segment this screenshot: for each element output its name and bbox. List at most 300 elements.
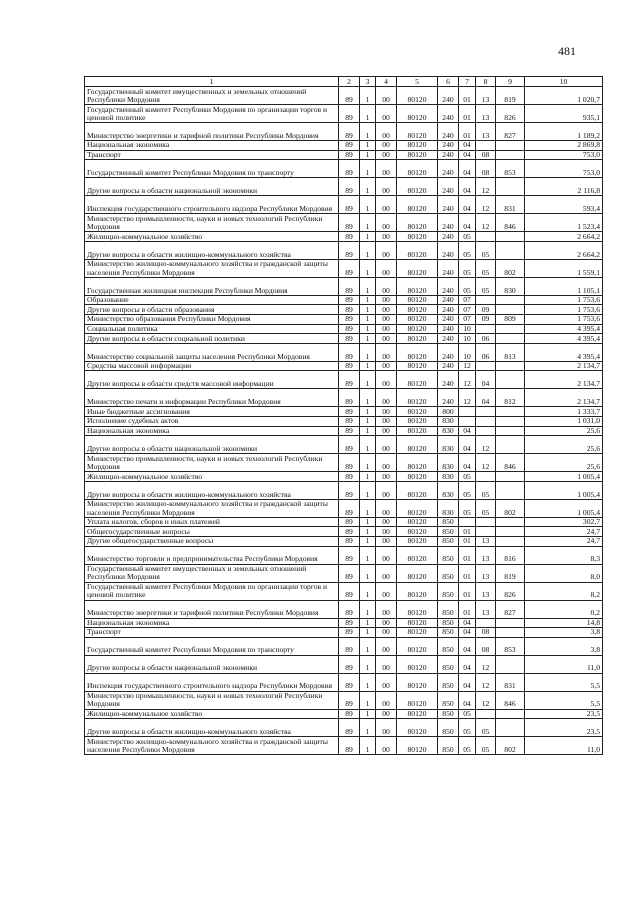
- cell-col-6: 240: [438, 277, 459, 295]
- cell-col-2: 89: [339, 709, 360, 719]
- cell-col-9: 819: [496, 87, 525, 105]
- table-row: [85, 150, 603, 160]
- cell-col-3: 1: [360, 499, 376, 517]
- cell-col-9: [496, 628, 525, 638]
- cell-col-5: 80120: [397, 709, 438, 719]
- cell-col-10: 2 134,7: [525, 361, 603, 371]
- cell-col-4: 00: [376, 527, 397, 537]
- row-name-cell: Государственный комитет имущественных и земельных отношений Республики Мордовия: [85, 87, 339, 105]
- cell-col-10: 1 005,4: [525, 472, 603, 482]
- cell-col-4: 00: [376, 214, 397, 232]
- cell-col-8: [476, 232, 496, 242]
- cell-col-10: 1 559,1: [525, 259, 603, 277]
- row-name-cell: Министерство промышленности, науки и новых технологий Республики Мордовия: [85, 454, 339, 472]
- cell-col-4: 00: [376, 305, 397, 315]
- cell-col-6: 240: [438, 389, 459, 407]
- cell-col-5: 80120: [397, 105, 438, 123]
- cell-col-8: 13: [476, 123, 496, 141]
- cell-col-9: [496, 361, 525, 371]
- cell-col-8: 12: [476, 214, 496, 232]
- row-name-cell: Национальная экономика: [85, 618, 339, 628]
- cell-col-2: 89: [339, 371, 360, 389]
- table-row: [85, 600, 603, 618]
- cell-col-4: 00: [376, 600, 397, 618]
- cell-col-10: 1 020,7: [525, 87, 603, 105]
- cell-col-8: 05: [476, 737, 496, 755]
- column-header: 7: [459, 77, 476, 87]
- cell-col-6: 830: [438, 436, 459, 454]
- cell-col-9: [496, 241, 525, 259]
- cell-col-10: 25,6: [525, 436, 603, 454]
- cell-col-3: 1: [360, 546, 376, 564]
- cell-col-10: 8,2: [525, 582, 603, 600]
- cell-col-7: 12: [459, 371, 476, 389]
- cell-col-9: 802: [496, 499, 525, 517]
- cell-col-2: 89: [339, 334, 360, 344]
- cell-col-9: [496, 472, 525, 482]
- cell-col-4: 00: [376, 343, 397, 361]
- cell-col-10: 2 664,2: [525, 241, 603, 259]
- table-row: [85, 324, 603, 334]
- cell-col-4: 00: [376, 371, 397, 389]
- cell-col-9: 846: [496, 454, 525, 472]
- row-name-cell: Национальная экономика: [85, 141, 339, 151]
- table-row: [85, 536, 603, 546]
- cell-col-8: [476, 426, 496, 436]
- cell-col-8: 13: [476, 536, 496, 546]
- cell-col-4: 00: [376, 719, 397, 737]
- cell-col-3: 1: [360, 389, 376, 407]
- table-row: [85, 123, 603, 141]
- cell-col-3: 1: [360, 618, 376, 628]
- cell-col-10: 4 395,4: [525, 334, 603, 344]
- cell-col-5: 80120: [397, 546, 438, 564]
- row-name-cell: Министерство образования Республики Мордовия: [85, 314, 339, 324]
- cell-col-6: 850: [438, 517, 459, 527]
- cell-col-7: 01: [459, 527, 476, 537]
- cell-col-8: 04: [476, 371, 496, 389]
- cell-col-2: 89: [339, 123, 360, 141]
- row-name-cell: Другие вопросы в области национальной экономики: [85, 436, 339, 454]
- cell-col-2: 89: [339, 343, 360, 361]
- cell-col-2: 89: [339, 655, 360, 673]
- cell-col-10: 935,1: [525, 105, 603, 123]
- cell-col-5: 80120: [397, 436, 438, 454]
- cell-col-6: 240: [438, 214, 459, 232]
- cell-col-5: 80120: [397, 407, 438, 417]
- column-header: 1: [85, 77, 339, 87]
- cell-col-9: [496, 416, 525, 426]
- column-header: 5: [397, 77, 438, 87]
- row-name-cell: Общегосударственные вопросы: [85, 527, 339, 537]
- cell-col-3: 1: [360, 371, 376, 389]
- cell-col-9: [496, 618, 525, 628]
- page-number: 481: [558, 44, 576, 58]
- cell-col-2: 89: [339, 582, 360, 600]
- cell-col-2: 89: [339, 361, 360, 371]
- table-row: [85, 232, 603, 242]
- cell-col-5: 80120: [397, 314, 438, 324]
- cell-col-7: 04: [459, 691, 476, 709]
- cell-col-3: 1: [360, 637, 376, 655]
- table-row: [85, 673, 603, 691]
- cell-col-4: 00: [376, 454, 397, 472]
- cell-col-4: 00: [376, 564, 397, 582]
- cell-col-6: 850: [438, 600, 459, 618]
- cell-col-6: 240: [438, 150, 459, 160]
- cell-col-6: 240: [438, 232, 459, 242]
- cell-col-10: 2 134,7: [525, 389, 603, 407]
- cell-col-7: 04: [459, 618, 476, 628]
- cell-col-6: 240: [438, 343, 459, 361]
- cell-col-4: 00: [376, 655, 397, 673]
- cell-col-10: 1 333,7: [525, 407, 603, 417]
- cell-col-4: 00: [376, 737, 397, 755]
- cell-col-2: 89: [339, 105, 360, 123]
- table-row: [85, 241, 603, 259]
- cell-col-3: 1: [360, 241, 376, 259]
- cell-col-3: 1: [360, 719, 376, 737]
- table-row: [85, 334, 603, 344]
- cell-col-6: 240: [438, 87, 459, 105]
- cell-col-3: 1: [360, 160, 376, 178]
- cell-col-5: 80120: [397, 87, 438, 105]
- cell-col-4: 00: [376, 709, 397, 719]
- cell-col-7: 01: [459, 87, 476, 105]
- row-name-cell: Транспорт: [85, 150, 339, 160]
- cell-col-4: 00: [376, 691, 397, 709]
- cell-col-6: 830: [438, 499, 459, 517]
- cell-col-2: 89: [339, 141, 360, 151]
- cell-col-8: 09: [476, 305, 496, 315]
- cell-col-4: 00: [376, 277, 397, 295]
- cell-col-4: 00: [376, 160, 397, 178]
- cell-col-8: 12: [476, 655, 496, 673]
- row-name-cell: Государственная жилищная инспекция Республики Мордовия: [85, 277, 339, 295]
- table-body: [85, 87, 603, 755]
- cell-col-7: 04: [459, 214, 476, 232]
- cell-col-10: 1 005,4: [525, 481, 603, 499]
- row-name-cell: Министерство жилищно-коммунального хозяйства и гражданской защиты населения Республики Мордовия: [85, 259, 339, 277]
- cell-col-5: 80120: [397, 517, 438, 527]
- cell-col-6: 240: [438, 141, 459, 151]
- cell-col-3: 1: [360, 737, 376, 755]
- cell-col-9: 812: [496, 389, 525, 407]
- cell-col-3: 1: [360, 214, 376, 232]
- cell-col-3: 1: [360, 196, 376, 214]
- cell-col-8: 13: [476, 600, 496, 618]
- cell-col-2: 89: [339, 314, 360, 324]
- cell-col-2: 89: [339, 481, 360, 499]
- cell-col-7: [459, 416, 476, 426]
- table-row: [85, 277, 603, 295]
- cell-col-9: 802: [496, 737, 525, 755]
- cell-col-5: 80120: [397, 737, 438, 755]
- row-name-cell: Министерство торговли и предпринимательства Республики Мордовия: [85, 546, 339, 564]
- cell-col-9: [496, 150, 525, 160]
- cell-col-8: [476, 527, 496, 537]
- row-name-cell: Министерство печати и информации Республики Мордовия: [85, 389, 339, 407]
- cell-col-6: 240: [438, 259, 459, 277]
- cell-col-9: [496, 407, 525, 417]
- cell-col-8: [476, 709, 496, 719]
- cell-col-4: 00: [376, 196, 397, 214]
- cell-col-5: 80120: [397, 416, 438, 426]
- cell-col-8: 08: [476, 628, 496, 638]
- table-row: [85, 637, 603, 655]
- table-row: [85, 546, 603, 564]
- cell-col-3: 1: [360, 324, 376, 334]
- table-row: [85, 436, 603, 454]
- cell-col-9: 826: [496, 582, 525, 600]
- cell-col-8: 05: [476, 719, 496, 737]
- cell-col-4: 00: [376, 87, 397, 105]
- cell-col-8: 12: [476, 454, 496, 472]
- cell-col-6: 240: [438, 305, 459, 315]
- cell-col-9: [496, 334, 525, 344]
- cell-col-7: 01: [459, 536, 476, 546]
- cell-col-7: 05: [459, 232, 476, 242]
- cell-col-6: 240: [438, 178, 459, 196]
- cell-col-6: 850: [438, 582, 459, 600]
- cell-col-3: 1: [360, 314, 376, 324]
- cell-col-4: 00: [376, 628, 397, 638]
- cell-col-5: 80120: [397, 160, 438, 178]
- cell-col-10: 14,8: [525, 618, 603, 628]
- column-header: 3: [360, 77, 376, 87]
- row-name-cell: Образование: [85, 295, 339, 305]
- cell-col-8: 12: [476, 436, 496, 454]
- cell-col-2: 89: [339, 232, 360, 242]
- cell-col-9: [496, 178, 525, 196]
- row-name-cell: Инспекция государственного строительного надзора Республики Мордовия: [85, 673, 339, 691]
- row-name-cell: Жилищно-коммунальное хозяйство: [85, 472, 339, 482]
- cell-col-7: 05: [459, 241, 476, 259]
- cell-col-4: 00: [376, 361, 397, 371]
- cell-col-8: 13: [476, 105, 496, 123]
- cell-col-8: [476, 407, 496, 417]
- cell-col-8: 12: [476, 691, 496, 709]
- cell-col-2: 89: [339, 389, 360, 407]
- cell-col-8: [476, 141, 496, 151]
- row-name-cell: Другие общегосударственные вопросы: [85, 536, 339, 546]
- cell-col-4: 00: [376, 481, 397, 499]
- cell-col-6: 850: [438, 637, 459, 655]
- cell-col-10: 753,0: [525, 150, 603, 160]
- cell-col-2: 89: [339, 407, 360, 417]
- cell-col-5: 80120: [397, 673, 438, 691]
- row-name-cell: Другие вопросы в области национальной экономики: [85, 655, 339, 673]
- cell-col-9: 819: [496, 564, 525, 582]
- cell-col-4: 00: [376, 232, 397, 242]
- cell-col-3: 1: [360, 454, 376, 472]
- row-name-cell: Другие вопросы в области национальной экономики: [85, 178, 339, 196]
- cell-col-8: 06: [476, 334, 496, 344]
- cell-col-3: 1: [360, 305, 376, 315]
- cell-col-9: 813: [496, 343, 525, 361]
- cell-col-5: 80120: [397, 259, 438, 277]
- cell-col-3: 1: [360, 564, 376, 582]
- cell-col-3: 1: [360, 536, 376, 546]
- cell-col-6: 830: [438, 472, 459, 482]
- cell-col-4: 00: [376, 241, 397, 259]
- cell-col-7: 04: [459, 655, 476, 673]
- cell-col-10: 302,7: [525, 517, 603, 527]
- row-name-cell: Исполнение судебных актов: [85, 416, 339, 426]
- cell-col-5: 80120: [397, 454, 438, 472]
- cell-col-7: 05: [459, 481, 476, 499]
- cell-col-2: 89: [339, 527, 360, 537]
- cell-col-10: 1 753,6: [525, 305, 603, 315]
- cell-col-8: 05: [476, 259, 496, 277]
- cell-col-2: 89: [339, 178, 360, 196]
- cell-col-7: 04: [459, 436, 476, 454]
- cell-col-7: 12: [459, 361, 476, 371]
- cell-col-2: 89: [339, 324, 360, 334]
- cell-col-10: 1 523,4: [525, 214, 603, 232]
- cell-col-7: 01: [459, 600, 476, 618]
- cell-col-2: 89: [339, 517, 360, 527]
- cell-col-3: 1: [360, 277, 376, 295]
- column-header: 2: [339, 77, 360, 87]
- row-name-cell: Государственный комитет Республики Мордовия по транспорту: [85, 637, 339, 655]
- cell-col-2: 89: [339, 536, 360, 546]
- cell-col-3: 1: [360, 527, 376, 537]
- table-row: [85, 426, 603, 436]
- cell-col-8: 13: [476, 564, 496, 582]
- cell-col-2: 89: [339, 546, 360, 564]
- cell-col-4: 00: [376, 314, 397, 324]
- cell-col-2: 89: [339, 628, 360, 638]
- cell-col-7: 05: [459, 259, 476, 277]
- column-header: 6: [438, 77, 459, 87]
- row-name-cell: Другие вопросы в области жилищно-коммунального хозяйства: [85, 719, 339, 737]
- cell-col-10: 1 005,4: [525, 499, 603, 517]
- cell-col-10: 25,6: [525, 454, 603, 472]
- cell-col-4: 00: [376, 334, 397, 344]
- cell-col-7: 05: [459, 472, 476, 482]
- cell-col-5: 80120: [397, 334, 438, 344]
- cell-col-8: 09: [476, 314, 496, 324]
- cell-col-6: 830: [438, 426, 459, 436]
- cell-col-9: [496, 141, 525, 151]
- cell-col-5: 80120: [397, 637, 438, 655]
- cell-col-4: 00: [376, 407, 397, 417]
- row-name-cell: Государственный комитет Республики Мордовия по организации торгов и ценовой политике: [85, 105, 339, 123]
- cell-col-3: 1: [360, 343, 376, 361]
- cell-col-10: 1 189,2: [525, 123, 603, 141]
- table-header-row: [85, 77, 603, 87]
- cell-col-6: 240: [438, 361, 459, 371]
- cell-col-9: [496, 371, 525, 389]
- cell-col-5: 80120: [397, 719, 438, 737]
- cell-col-2: 89: [339, 416, 360, 426]
- cell-col-6: 240: [438, 371, 459, 389]
- cell-col-6: 240: [438, 196, 459, 214]
- cell-col-9: [496, 527, 525, 537]
- cell-col-3: 1: [360, 481, 376, 499]
- cell-col-2: 89: [339, 637, 360, 655]
- cell-col-9: [496, 305, 525, 315]
- cell-col-8: [476, 295, 496, 305]
- cell-col-6: 830: [438, 416, 459, 426]
- cell-col-6: 240: [438, 105, 459, 123]
- cell-col-3: 1: [360, 123, 376, 141]
- cell-col-7: [459, 517, 476, 527]
- cell-col-3: 1: [360, 259, 376, 277]
- cell-col-4: 00: [376, 389, 397, 407]
- cell-col-10: 753,0: [525, 160, 603, 178]
- cell-col-6: 240: [438, 123, 459, 141]
- table-row: [85, 160, 603, 178]
- cell-col-4: 00: [376, 517, 397, 527]
- cell-col-7: 07: [459, 295, 476, 305]
- cell-col-7: 04: [459, 426, 476, 436]
- cell-col-5: 80120: [397, 361, 438, 371]
- table-row: [85, 196, 603, 214]
- cell-col-3: 1: [360, 472, 376, 482]
- cell-col-4: 00: [376, 499, 397, 517]
- cell-col-9: [496, 719, 525, 737]
- cell-col-9: 831: [496, 673, 525, 691]
- cell-col-9: [496, 295, 525, 305]
- cell-col-5: 80120: [397, 536, 438, 546]
- cell-col-5: 80120: [397, 123, 438, 141]
- cell-col-6: 240: [438, 241, 459, 259]
- cell-col-2: 89: [339, 719, 360, 737]
- cell-col-4: 00: [376, 259, 397, 277]
- row-name-cell: Государственный комитет имущественных и земельных отношений Республики Мордовия: [85, 564, 339, 582]
- cell-col-5: 80120: [397, 481, 438, 499]
- cell-col-7: 05: [459, 719, 476, 737]
- cell-col-5: 80120: [397, 295, 438, 305]
- cell-col-5: 80120: [397, 564, 438, 582]
- cell-col-9: 827: [496, 600, 525, 618]
- cell-col-9: 853: [496, 160, 525, 178]
- column-header: 10: [525, 77, 603, 87]
- cell-col-9: 802: [496, 259, 525, 277]
- row-name-cell: Министерство социальной защиты населения Республики Мордовия: [85, 343, 339, 361]
- cell-col-6: 240: [438, 334, 459, 344]
- cell-col-2: 89: [339, 737, 360, 755]
- table-row: [85, 517, 603, 527]
- cell-col-10: 23,5: [525, 719, 603, 737]
- cell-col-3: 1: [360, 407, 376, 417]
- row-name-cell: Другие вопросы в области жилищно-коммунального хозяйства: [85, 481, 339, 499]
- table-row: [85, 719, 603, 737]
- cell-col-6: 240: [438, 295, 459, 305]
- cell-col-5: 80120: [397, 196, 438, 214]
- row-name-cell: Иные бюджетные ассигнования: [85, 407, 339, 417]
- cell-col-5: 80120: [397, 343, 438, 361]
- cell-col-6: 240: [438, 314, 459, 324]
- cell-col-7: 01: [459, 123, 476, 141]
- cell-col-3: 1: [360, 655, 376, 673]
- cell-col-5: 80120: [397, 241, 438, 259]
- cell-col-3: 1: [360, 691, 376, 709]
- cell-col-10: 8,0: [525, 564, 603, 582]
- row-name-cell: Социальная политика: [85, 324, 339, 334]
- table-row: [85, 618, 603, 628]
- row-name-cell: Национальная экономика: [85, 426, 339, 436]
- cell-col-2: 89: [339, 691, 360, 709]
- cell-col-2: 89: [339, 214, 360, 232]
- cell-col-3: 1: [360, 141, 376, 151]
- cell-col-7: 05: [459, 709, 476, 719]
- table-row: [85, 314, 603, 324]
- cell-col-5: 80120: [397, 214, 438, 232]
- row-name-cell: Другие вопросы в области жилищно-коммунального хозяйства: [85, 241, 339, 259]
